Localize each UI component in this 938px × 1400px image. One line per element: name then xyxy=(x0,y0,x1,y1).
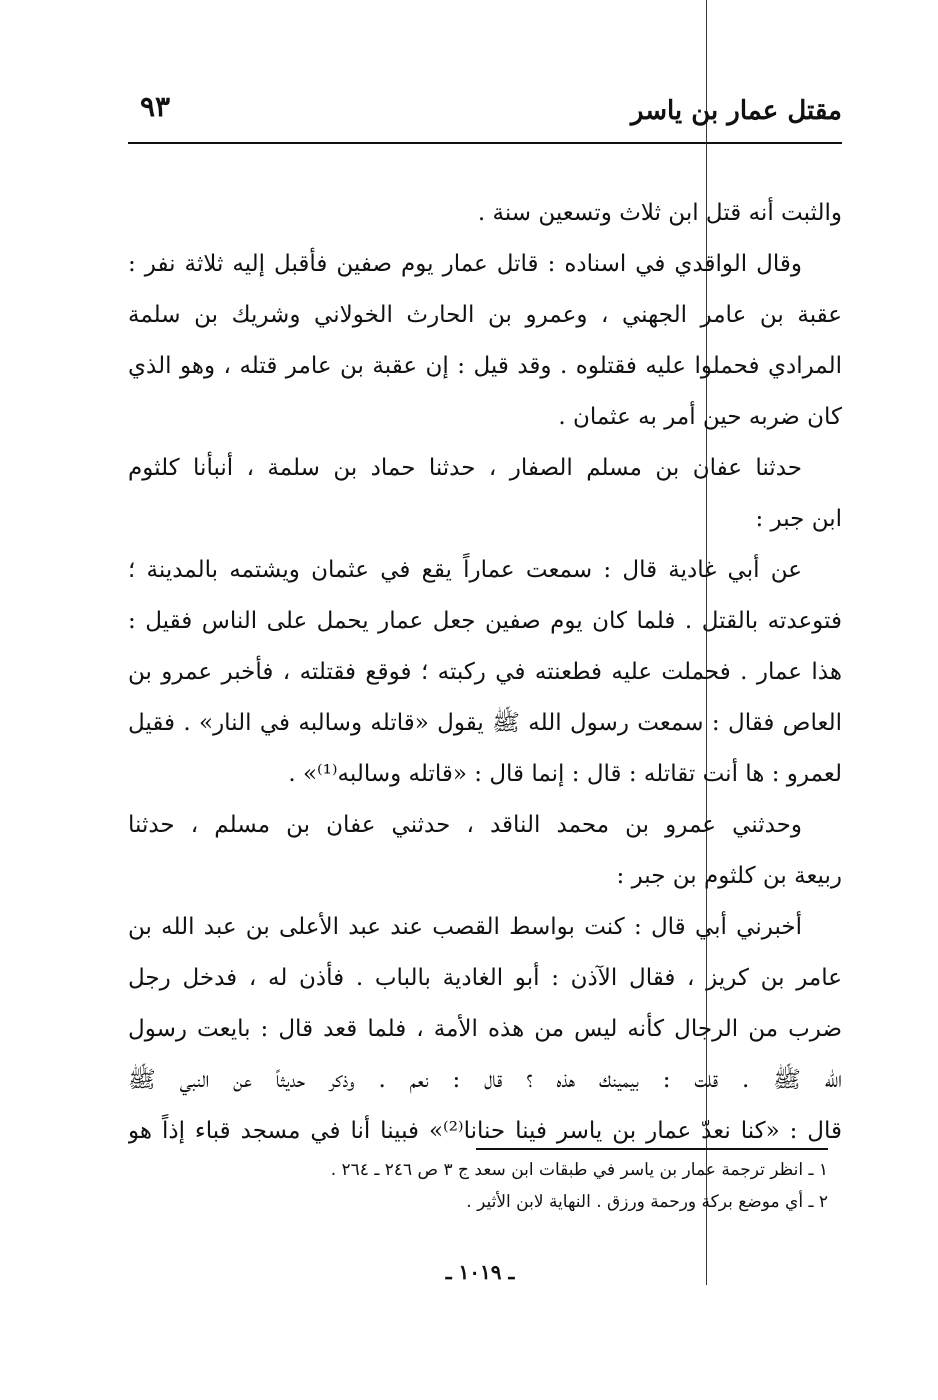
text-line: عقبة بن عامر الجهني ، وعمرو بن الحارث الخولاني وشريك بن سلمة xyxy=(128,302,842,328)
main-text xyxy=(128,188,842,1157)
text-line: عامر بن كريز ، فقال الآذن : أبو الغادية بالباب . فأذن له ، فدخل رجل xyxy=(128,965,842,991)
text-line: والثبت أنه قتل ابن ثلاث وتسعين سنة . xyxy=(477,200,842,226)
text-line: ربيعة بن كلثوم بن جبر : xyxy=(616,863,842,889)
footnotes xyxy=(200,1154,828,1218)
page-number: ٩٣ xyxy=(140,90,171,123)
text-line: فتوعدته بالقتل . فلما كان يوم صفين جعل عمار يحمل على الناس فقيل : xyxy=(128,608,842,634)
text-line: المرادي فحملوا عليه فقتلوه . وقد قيل : إن عقبة بن عامر قتله ، وهو الذي xyxy=(128,353,842,379)
text-line: ضرب من الرجال كأنه ليس من هذه الأمة ، فلما قعد قال : بايعت رسول xyxy=(128,1016,842,1042)
text-line: أخبرني أبي قال : كنت بواسط القصب عند عبد الأعلى بن عبد الله بن xyxy=(128,914,802,940)
text-line: هذا عمار . فحملت عليه فطعنته في ركبته ؛ فوقع فقتلته ، فأخبر عمرو بن xyxy=(128,659,842,685)
text-line: وحدثني عمرو بن محمد الناقد ، حدثني عفان بن مسلم ، حدثنا xyxy=(128,812,802,838)
footnote: ١ ـ انظر ترجمة عمار بن ياسر في طبقات ابن سعد ج ٣ ص ٢٤٦ ـ ٢٦٤ . xyxy=(330,1160,828,1180)
text-line: ابن جبر : xyxy=(755,506,842,532)
text-line: لعمرو : ها أنت تقاتله : قال : إنما قال : «قاتله وسالبه⁽¹⁾» . xyxy=(288,761,842,787)
text-line: الله ﷺ . قلت : بيمينك هذه ؟ قال : نعم . وذكر حديثاً عن النبي ﷺ xyxy=(128,1067,842,1093)
text-line: قال : «كنا نعدّ عمار بن ياسر فينا حنانا⁽²⁾» فبينا أنا في مسجد قباء إذاً هو xyxy=(128,1118,842,1144)
text-line: حدثنا عفان بن مسلم الصفار ، حدثنا حماد بن سلمة ، أنبأنا كلثوم xyxy=(128,455,802,481)
folio-number: ـ ١٠١٩ ـ xyxy=(445,1260,515,1284)
text-line: عن أبي غادية قال : سمعت عماراً يقع في عثمان ويشتمه بالمدينة ؛ xyxy=(128,557,802,583)
footnote: ٢ ـ أي موضع بركة ورحمة ورزق . النهاية لابن الأثير . xyxy=(466,1192,828,1212)
footnote-divider xyxy=(476,1148,828,1150)
page-header xyxy=(128,82,842,144)
text-line: كان ضربه حين أمر به عثمان . xyxy=(558,404,842,430)
text-line: العاص فقال : سمعت رسول الله ﷺ يقول «قاتله وسالبه في النار» . فقيل xyxy=(128,710,842,736)
running-title: مقتل عمار بن ياسر xyxy=(630,96,842,126)
text-line: وقال الواقدي في اسناده : قاتل عمار يوم صفين فأقبل إليه ثلاثة نفر : xyxy=(128,251,802,277)
